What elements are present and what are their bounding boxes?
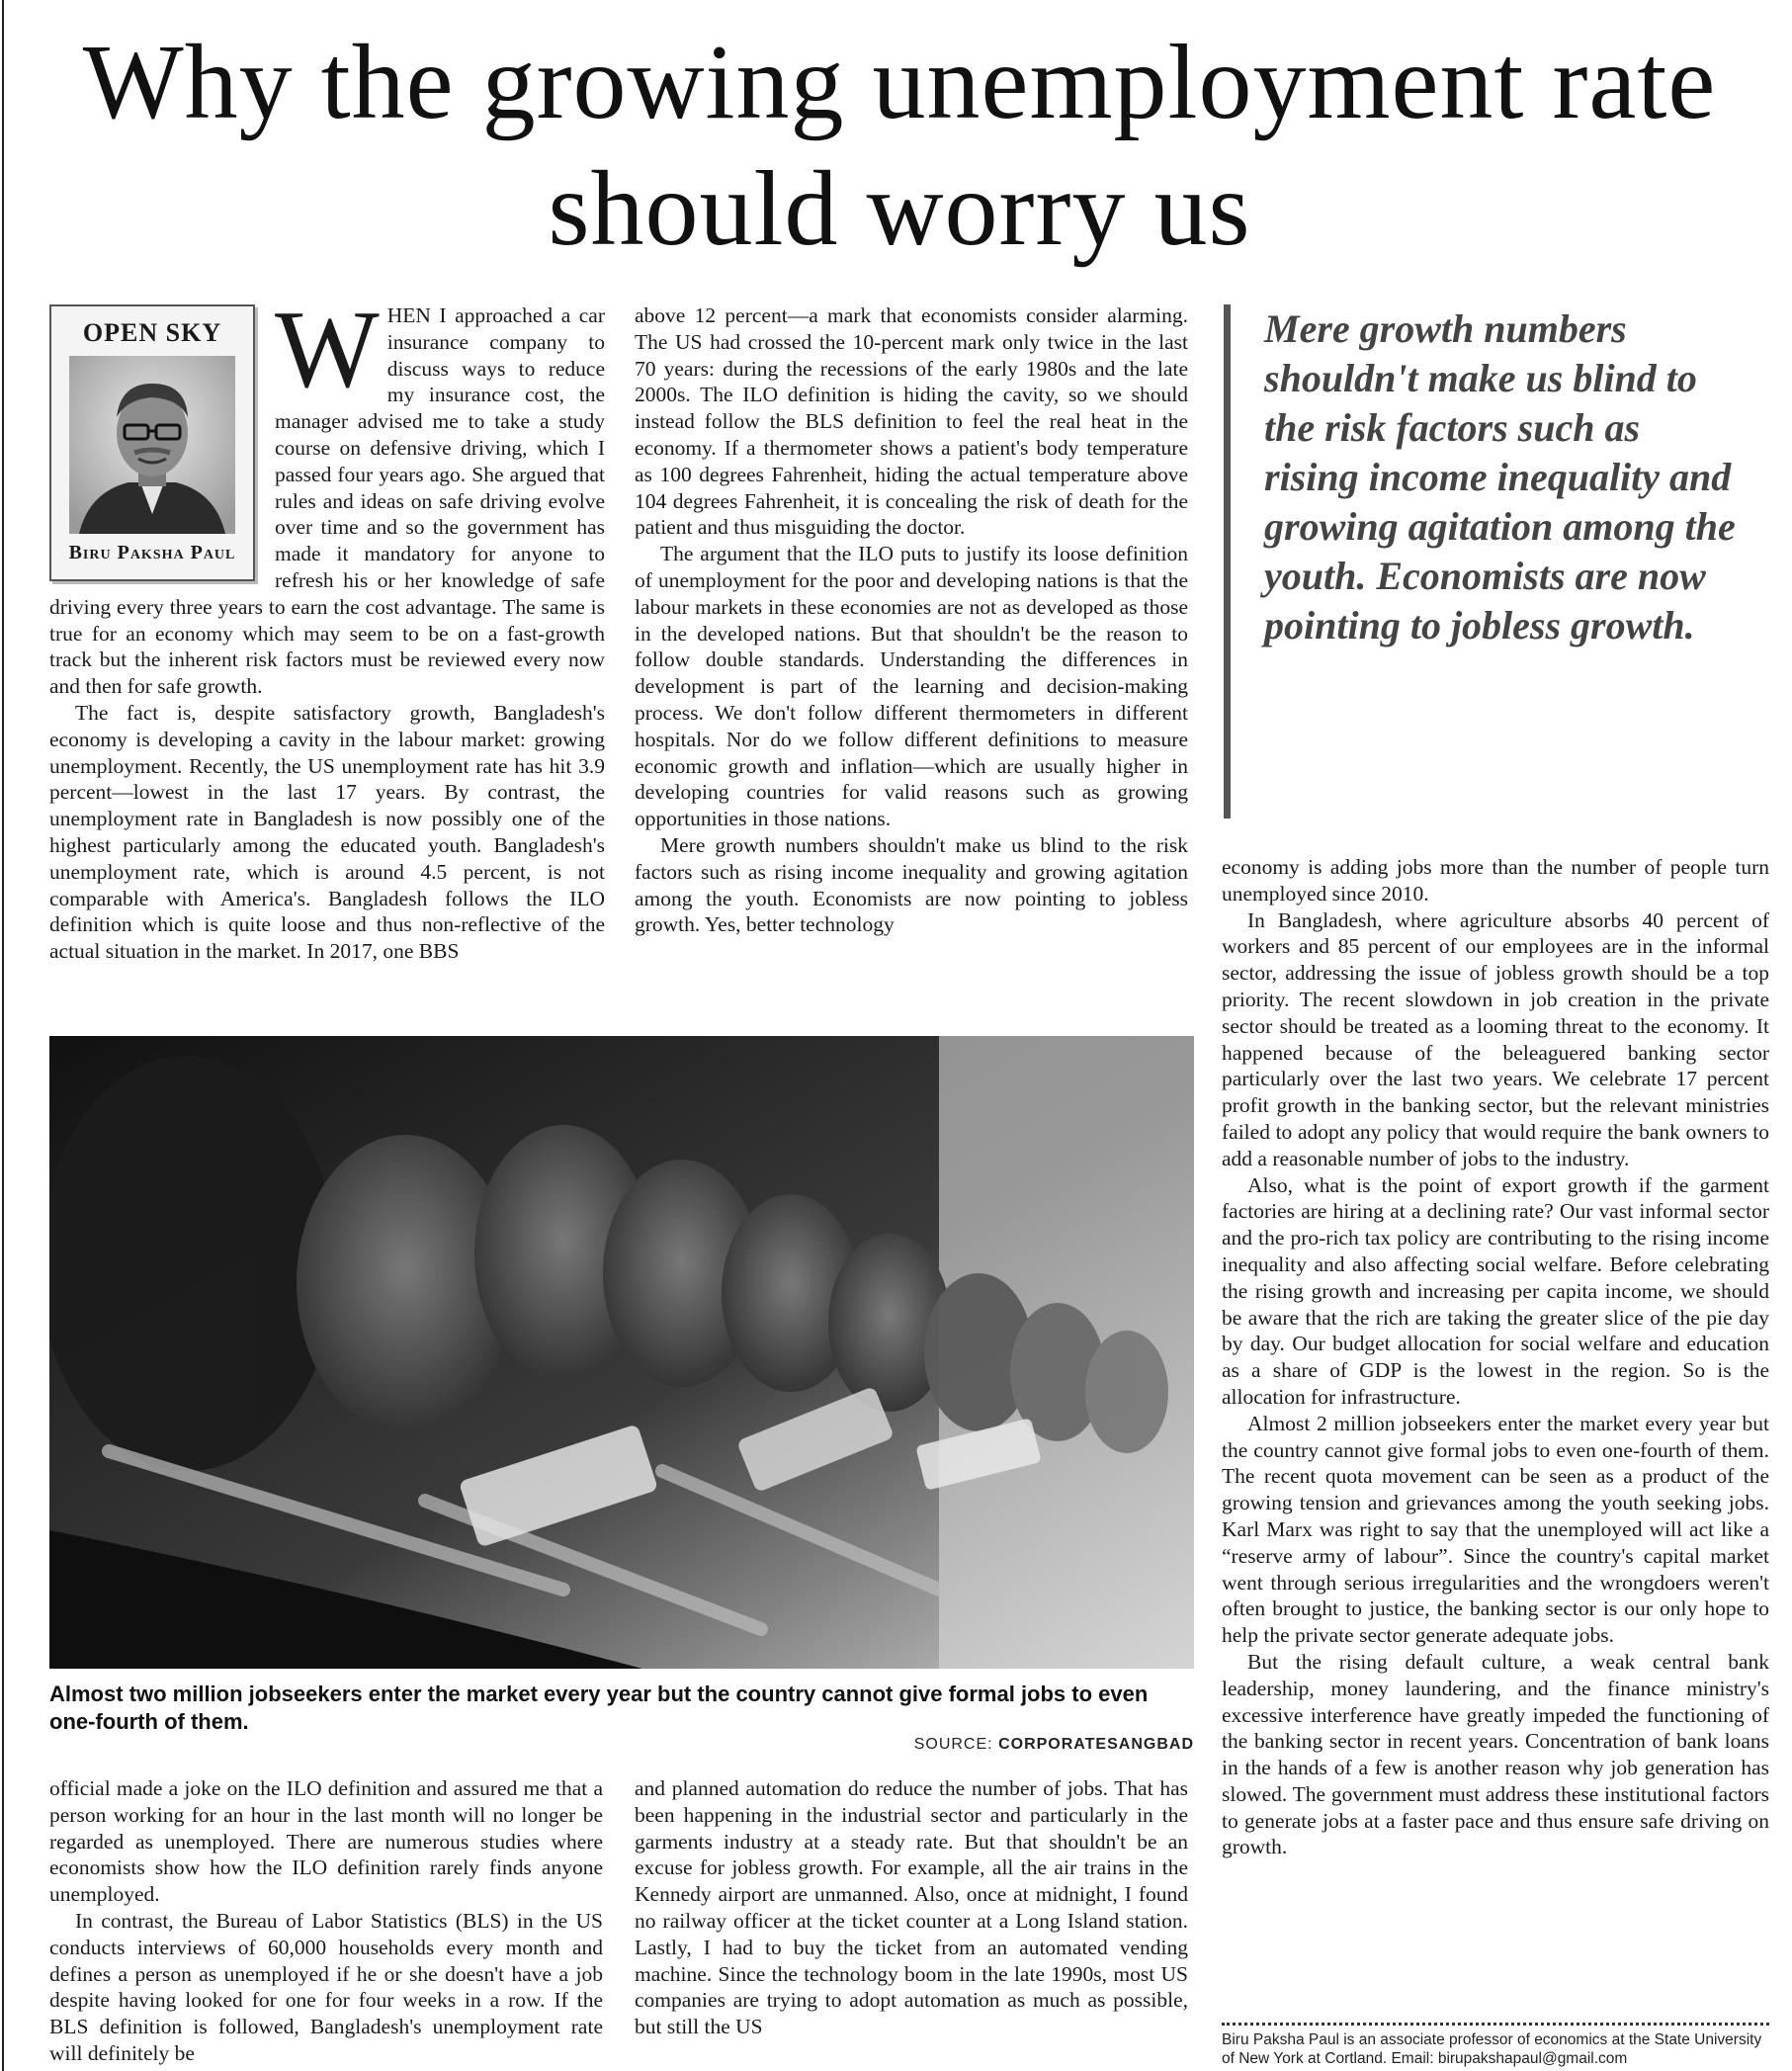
column-2-bottom xyxy=(635,1775,1188,2040)
headline: Why the growing unemployment rate should worry us xyxy=(82,24,1717,268)
paragraph: economy is adding jobs more than the number of people turn unemployed since 2010. xyxy=(1222,855,1769,906)
paragraph: above 12 percent—a mark that economists consider alarming. The US had crossed the 10-percent mark only twice in the last 70 years: during the recessions of the early 1980s and the late 2000s. The ILO definition is hiding the cavity, so we should instead follow the BLS definition to feel the real heat in the economy. If a thermometer shows a patient's body temperature as 100 degrees Fahrenheit, hiding the actual temperature above 104 degrees Fahrenheit, it is concealing the risk of death for the patient and thus misguiding the doctor. xyxy=(635,303,1188,540)
source-label: SOURCE: xyxy=(913,1736,993,1753)
paragraph: Also, what is the point of export growth if the garment factories are hiring at a declining rate? Our vast informal sector and the pro-rich tax policy are contributing to the rising income inequality and also affecting social welfare. Before celebrating the rising growth and increasing per capita income, we should be aware that the rich are taking the greater slice of the pie day by day. Our budget allocation for social welfare and education as a share of GDP is the lowest in the region. So is the allocation for infrastructure. xyxy=(1222,1172,1769,1409)
paragraph: Almost 2 million jobseekers enter the market every year but the country cannot give formal jobs to even one-fourth of them. The recent quota movement can be seen as a product of the growing tension and grievances among the youth seeking jobs. Karl Marx was right to say that the unemployed will act like a “reserve army of labour”. Since the country's capital market went through serious irregularities and the wrongdoers weren't often brought to justice, the banking sector is our only hope to help the private sector generate adequate jobs. xyxy=(1222,1411,1769,1648)
paragraph: The argument that the ILO puts to justify its loose definition of unemployment for the poor and developing nations is that the labour markets in these economies are not as developed as those in the developed nations. But that shouldn't be the reason to follow double standards. Understanding the differences in development is part of the learning and decision-making process. We don't follow different thermometers in different hospitals. Nor do we follow different definitions to measure economic growth and inflation—which are usually higher in developing countries for valid reasons such as growing opportunities in those nations. xyxy=(635,542,1188,831)
paragraph: Mere growth numbers shouldn't make us blind to the risk factors such as rising income inequality and growing agitation among the youth. Economists are now pointing to jobless growth. Yes, better technology xyxy=(635,832,1188,937)
paragraph: But the rising default culture, a weak central bank leadership, money laundering, and the finance ministry's excessive interference have greatly impeded the functioning of the banking sector in recent years. Concentration of bank loans in the hands of a few is another reason why job generation has slowed. The government must address these institutional factors to generate jobs at a faster pace and thus ensure safe driving on growth. xyxy=(1222,1649,1769,1859)
source-name: CORPORATESANGBAD xyxy=(998,1736,1194,1753)
column-1-bottom xyxy=(49,1775,603,2067)
column-name: OPEN SKY xyxy=(82,318,222,347)
author-name: Biru Paksha Paul xyxy=(68,542,236,563)
paragraph: WHEN I approached a car insurance company to discuss ways to reduce my insurance cost, the manager advised me to take a study course on defensive driving, which I passed four years ago. She argued that rules and ideas on safe driving evolve over time and so the government has made it mandatory for anyone to refresh his or her knowledge of safe driving every three years to earn the cost advantage. The same is true for an economy which may seem to be on a fast-growth track but the inherent risk factors must be reviewed every now and then for safe growth. xyxy=(49,289,605,699)
footnote-divider xyxy=(1222,2023,1769,2026)
page-left-border xyxy=(2,0,4,2071)
paragraph: In contrast, the Bureau of Labor Statistics (BLS) in the US conducts interviews of 60,000 households every month and defines a person as unemployed if he or she doesn't have a job despite having looked for one for four weeks in a row. If the BLS definition is followed, Bangladesh's unemployment rate will definitely be xyxy=(49,1908,603,2065)
paragraph: The fact is, despite satisfactory growth, Bangladesh's economy is developing a cavity in the labour market: growing unemployment. Recently, the US unemployment rate has hit 3.9 percent—lowest in the last 17 years. By contrast, the unemployment rate in Bangladesh is now possibly one of the highest particularly among the educated youth. Bangladesh's unemployment rate, which is around 4.5 percent, is not comparable with America's. Bangladesh follows the ILO definition which is quite loose and thus non-reflective of the actual situation in the market. In 2017, one BBS xyxy=(49,700,605,964)
byline-spacer xyxy=(49,302,275,585)
column-3 xyxy=(1222,854,1769,1860)
photo-source xyxy=(49,1736,1194,1754)
paragraph: and planned automation do reduce the number of jobs. That has been happening in the industrial sector and particularly in the garments industry at a steady rate. But that shouldn't be an excuse for jobless growth. For example, all the air trains in the Kennedy airport are unmanned. Also, once at midnight, I found no railway officer at the ticket counter at a Long Island station. Lastly, I had to buy the ticket from an automated vending machine. Since the technology boom in the late 1990s, most US companies are trying to adopt automation as much as possible, but still the US xyxy=(635,1776,1188,2039)
jobseekers-photo xyxy=(49,1036,1194,1669)
column-1-top xyxy=(49,289,605,965)
drop-cap: W xyxy=(275,289,380,411)
author-footnote: Biru Paksha Paul is an associate professor of economics at the State University of New York at Cortland. Email: birupakshapaul@gmail.com xyxy=(1222,2031,1762,2067)
pull-quote: Mere growth numbers shouldn't make us blind to the risk factors such as rising income inequality and growing agitation among the youth. Economists are now pointing to jobless growth. xyxy=(1224,304,1738,819)
paragraph: In Bangladesh, where agriculture absorbs 40 percent of workers and 85 percent of our employees are in the informal sector, addressing the issue of jobless growth should be a top priority. The recent slowdown in job creation in the private sector should be treated as a looming threat to the economy. It happened because of the beleaguered banking sector particularly over the last two years. We celebrate 17 percent profit growth in the banking sector, but the relevant ministries failed to adopt any policy that would require the bank owners to add a reasonable number of jobs to the industry. xyxy=(1222,907,1769,1170)
column-2-top xyxy=(635,302,1188,938)
paragraph: official made a joke on the ILO definition and assured me that a person working for an hour in the last month will no longer be regarded as unemployed. There are numerous studies where economists show how the ILO definition rarely finds anyone unemployed. xyxy=(49,1776,603,1907)
photo-caption: Almost two million jobseekers enter the market every year but the country cannot give formal jobs to even one-fourth of them. xyxy=(49,1682,1149,1734)
crowd-illustration xyxy=(49,1036,1194,1669)
